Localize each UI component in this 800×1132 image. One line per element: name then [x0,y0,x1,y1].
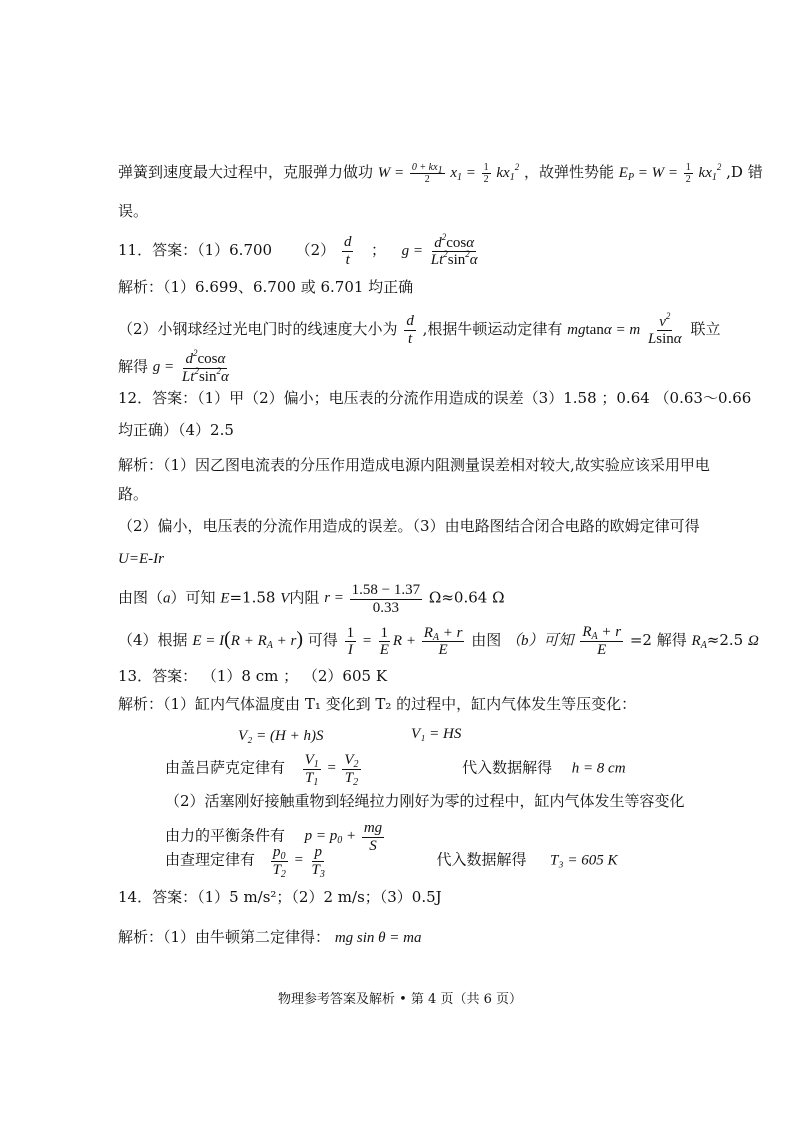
q12-explanation-line: （2）偏小，电压表的分流作用造成的误差。（3）由电路图结合闭合电路的欧姆定律可得 [118,517,700,535]
q12-answer-line: 均正确）（4）2.5 [118,421,234,439]
q13-answer-line: 13．答案： （1）8 cm ； （2）605 K [118,667,388,685]
q13-explanation-line: （2）活塞刚好接触重物到轻绳拉力刚好为零的过程中，缸内气体发生等容变化 [165,792,685,810]
formula-charles: $\frac{p_0}{T_2}$ = $\frac{p}{T_3}$ [272,844,325,880]
formula-g: g = $\frac{d^2\cos\alpha}{Lt^2\sin^2\alpha}$ [401,231,478,269]
q11-answer: 11．答案：（1）6.700 （2） $\frac{d}{t}$ ； g = $\frac{d^2\cos\alpha}{Lt^2\sin^2\alpha}$ [118,234,482,269]
paragraph-line: 误。 [118,202,149,220]
formula-slope: $\frac{R_A + r}{E}$ [582,624,622,658]
formula-newton: mgtanα = m $\frac{v^2}{Lsin\alpha}$ [567,310,682,348]
q12-formula-line: U=E-Ir [118,551,164,567]
q13-explanation-line: 由查理定律有 $\frac{p_0}{T_2}$ = $\frac{p}{T_3}$ 代入数据解得 T₃ = 605 K [165,844,618,880]
formula-work: W = $\frac{0 + kx_1}{2}$ $x_1$ = $\frac{1}{2}$ $kx_1^2$ [377,161,520,185]
q11-explanation-line: 解得 g = $\frac{d^2\cos\alpha}{Lt^2\sin^2\alpha}$ [118,351,233,385]
formula-g: g = $\frac{d^2\cos\alpha}{Lt^2\sin^2\alpha}$ [152,348,229,385]
q11-explanation-line: （2）小钢球经过光电门时的线速度大小为 $\frac{d}{t}$ ,根据牛顿运动定律有 mgtanα = m $\frac{v^2}{Lsin\alpha}$ 联立 [118,310,721,348]
formula-elastic-energy: $E_P = W$ = $\frac{1}{2}$ $kx_1^2$ [618,161,722,185]
formula-pressure: $p = p_0$ + $\frac{mg}{S}$ [304,820,383,854]
q13-explanation-line: 由盖吕萨克定律有 $\frac{V_1}{T_1}$ = $\frac{V_2}{T_2}$ 代入数据解得 h = 8 cm [165,752,626,788]
q14-explanation-line: 解析：（1）由牛顿第二定律得： mg sin θ = ma [118,928,422,946]
q12-explanation-line: 解析：（1）因乙图电流表的分压作用造成电源内阻测量误差相对较大,故实验应该采用甲电 [118,456,710,474]
q14-answer-line: 14．答案：（1）5 m/s²；（2）2 m/s；（3）0.5J [118,888,442,906]
formula-d-over-t: $\frac{d}{t}$ [343,234,352,268]
formula-v2: V₂ = (H + h)S [238,728,324,744]
formula-emf: $E = I(R + R_A + r)$ [192,628,304,651]
page-footer: 物理参考答案及解析 • 第 4 页（共 6 页） [277,992,522,1007]
q11-explanation-line: 解析：（1）6.699、6.700 或 6.701 均正确 [118,278,414,296]
formula-internal-resistance: r = $\frac{1.58 - 1.37}{0.33}$ [324,582,421,616]
q12-explanation-line: 路。 [118,485,149,503]
q13-explanation-line: 解析：（1）缸内气体温度由 T₁ 变化到 T₂ 的过程中，缸内气体发生等压变化： [118,695,637,713]
formula-gay-lussac: $\frac{V_1}{T_1}$ = $\frac{V_2}{T_2}$ [304,752,359,788]
q12-explanation-line: 由图（a）可知 E=1.58 V内阻 r = $\frac{1.58 - 1.37}{0.33}$ Ω≈0.64 Ω [118,582,505,616]
q12-answer-line: 12．答案：（1）甲（2）偏小；电压表的分流作用造成的误差（3）1.58 ；0.64 （0.63～0.66 [118,389,752,407]
q12-explanation-line: （4）根据 $E = I(R + R_A + r)$ 可得 $\frac{1}{I}$ = $\frac{1}{E}$ R + $\frac{R_A + r}{E}$ 由图 （b）可知 $\frac{R_A + r}{E}$ =2 解得 $R_A\approx 2.5$ Ω [118,624,759,659]
paragraph-line: 弹簧到速度最大过程中，克服弹力做功 W = $\frac{0 + kx_1}{2}$ $x_1$ = $\frac{1}{2}$ $kx_1^2$ ，故弹性势能 $E_P = W$ = $\frac{1}{2}$ $kx_1^2$ ,D 错 [118,161,763,185]
formula-d-over-t: $\frac{d}{t}$ [406,313,414,347]
q13-explanation-line: 由力的平衡条件有 $p = p_0$ + $\frac{mg}{S}$ [165,820,386,854]
formula-v1: V₁ = HS [411,726,462,742]
formula-reciprocal: $\frac{1}{I}$ = $\frac{1}{E}$ R + $\frac{R_A + r}{E}$ [346,624,463,659]
